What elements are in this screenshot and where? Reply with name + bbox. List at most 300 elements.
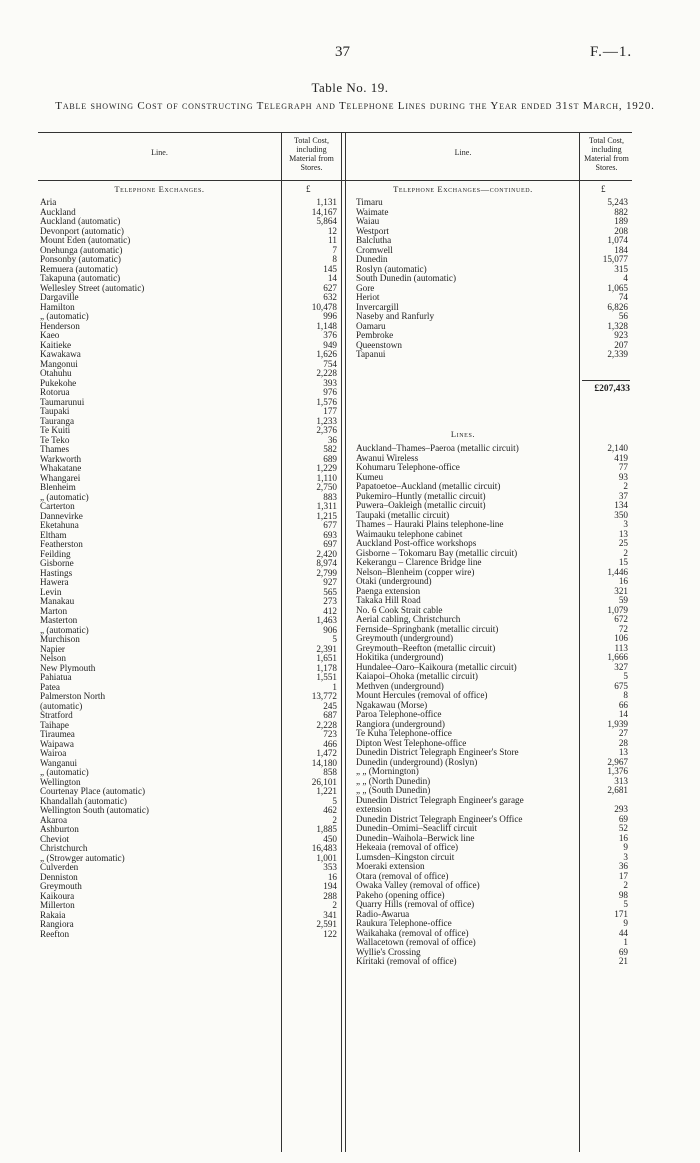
- row-value: 69: [618, 946, 628, 957]
- table-row: [40, 540, 340, 550]
- table-row: [40, 721, 340, 731]
- row-value: 134: [614, 500, 628, 510]
- table-row: [40, 901, 340, 911]
- table-row: [40, 920, 340, 930]
- row-label: Kaikoura: [40, 891, 75, 901]
- row-label: Methven (underground): [356, 681, 444, 691]
- row-label: Eltham: [40, 530, 67, 540]
- table-row: [40, 217, 340, 227]
- row-value: 5: [332, 795, 337, 806]
- row-value: 13: [618, 747, 628, 757]
- table-row: [40, 911, 340, 921]
- row-value: 13,772: [311, 691, 337, 701]
- row-value: 14: [327, 273, 337, 283]
- table-row: [356, 473, 630, 483]
- row-label: Warkworth: [40, 454, 82, 464]
- row-value: 1,446: [607, 566, 628, 577]
- row-label: Napier: [40, 644, 65, 654]
- row-value: 697: [323, 539, 337, 549]
- row-label: Wellington South (automatic): [40, 806, 149, 815]
- row-value: 16,483: [311, 843, 337, 853]
- row-label: Manakau: [40, 597, 75, 606]
- row-label: Dannevirke: [40, 511, 83, 521]
- row-value: 66: [618, 699, 628, 710]
- table-row: [40, 255, 340, 265]
- row-label: Gisborne: [40, 559, 74, 568]
- row-label: South Dunedin (automatic): [356, 274, 457, 283]
- table-row: [40, 445, 340, 455]
- table-row: [356, 284, 630, 294]
- row-value: 14: [618, 709, 628, 719]
- table-row: [40, 892, 340, 902]
- row-value: 194: [323, 881, 337, 891]
- table-row: [356, 777, 630, 787]
- table-row: [40, 559, 340, 569]
- cost-table: [38, 132, 632, 1152]
- row-value: 59: [618, 595, 628, 605]
- row-value: 2,391: [316, 643, 337, 654]
- table-row: [356, 577, 630, 587]
- row-value: 466: [323, 738, 337, 749]
- row-label: Taupaki: [40, 407, 70, 416]
- row-value: 184: [614, 244, 628, 255]
- table-row: [40, 531, 340, 541]
- table-row: [356, 530, 630, 540]
- row-label: Khandallah (automatic): [40, 796, 127, 806]
- row-value: 693: [323, 529, 337, 540]
- table-row: [40, 730, 340, 740]
- row-value: 462: [323, 805, 337, 815]
- row-value: 2,967: [607, 756, 628, 767]
- row-label: Murchison: [40, 635, 80, 644]
- row-value: 1,229: [316, 463, 337, 473]
- table-row: [40, 588, 340, 598]
- table-row: [40, 654, 340, 664]
- table-row: [356, 208, 630, 218]
- row-value: 882: [614, 206, 628, 217]
- table-row: [356, 739, 630, 749]
- row-value: 2,750: [316, 482, 337, 492]
- table-row: [356, 293, 630, 303]
- row-value: 1,131: [316, 197, 337, 207]
- table-row: [40, 293, 340, 303]
- row-label: Dunedin–Waihola–Berwick line: [356, 833, 475, 843]
- cost-header-left: Total Cost, including Material from Stores.: [289, 136, 334, 172]
- row-label: Auckland Post-office workshops: [356, 539, 477, 548]
- row-value: 5,864: [316, 216, 337, 226]
- row-label: Fernside–Springbank (metallic circuit): [356, 624, 499, 634]
- table-row: [356, 948, 630, 958]
- row-value: 672: [614, 614, 628, 624]
- table-row: [40, 844, 340, 854]
- row-value: 245: [323, 700, 337, 711]
- table-row: [40, 483, 340, 493]
- table-row: [356, 834, 630, 844]
- row-value: 3: [623, 851, 628, 862]
- row-value: 675: [614, 680, 628, 691]
- row-label: Wyllie's Crossing: [356, 947, 421, 957]
- row-value: 273: [323, 596, 337, 606]
- table-row: [40, 749, 340, 759]
- row-value: 1,885: [316, 824, 337, 834]
- row-label: Pakeho (opening office): [356, 890, 445, 900]
- row-value: 350: [614, 509, 628, 520]
- row-label: Mount Hercules (removal of office): [356, 691, 488, 700]
- row-value: 1,221: [316, 786, 337, 796]
- row-label: Taihape: [40, 720, 69, 730]
- row-value: 122: [323, 928, 337, 939]
- table-row: [40, 312, 340, 322]
- table-row: [40, 303, 340, 313]
- row-value: 353: [323, 862, 337, 872]
- row-value: 1,215: [316, 510, 337, 521]
- table-row: [40, 635, 340, 645]
- table-row: [356, 482, 630, 492]
- table-row: [40, 607, 340, 617]
- row-label: Waikahaka (removal of office): [356, 928, 469, 938]
- row-label: „ (automatic): [40, 312, 89, 321]
- table-row: [40, 398, 340, 408]
- table-row: [356, 198, 630, 208]
- row-label: Roslyn (automatic): [356, 264, 427, 274]
- row-value: 2,681: [607, 785, 628, 795]
- row-label: Dunedin District Telegraph Engineer's Office: [356, 814, 523, 824]
- table-row: [40, 198, 340, 208]
- row-label: Naseby and Ranfurly: [356, 312, 435, 321]
- row-value: 26,101: [311, 776, 337, 787]
- pound-sign-left: £: [306, 184, 311, 194]
- table-row: [40, 284, 340, 294]
- row-value: 3: [623, 519, 628, 529]
- table-row: [356, 625, 630, 635]
- row-value: 883: [323, 491, 337, 502]
- table-row: [40, 645, 340, 655]
- table-row: [40, 407, 340, 417]
- cost-header-right: Total Cost, including Material from Stores.: [584, 136, 629, 172]
- row-label: Quarry Hills (removal of office): [356, 900, 475, 909]
- row-label: „ „ (Mornington): [356, 767, 419, 776]
- row-value: 754: [323, 358, 337, 369]
- table-row: [40, 854, 340, 864]
- row-label: Gisborne – Tokomaru Bay (metallic circuit): [356, 548, 518, 558]
- table-row: [40, 474, 340, 484]
- row-label: Pukekohe: [40, 378, 77, 388]
- row-label: Waipawa: [40, 739, 74, 749]
- row-label: Westport: [356, 226, 389, 236]
- row-value: 927: [323, 577, 337, 587]
- row-label: Kumeu: [356, 472, 384, 482]
- table-row: [356, 910, 630, 920]
- table-row: [356, 444, 630, 454]
- row-value: 93: [618, 471, 628, 482]
- table-row: [40, 379, 340, 389]
- row-label: Dunedin District Telegraph Engineer's Store: [356, 748, 519, 757]
- row-value: 2,228: [316, 368, 337, 378]
- row-label: Masterton: [40, 616, 78, 625]
- row-label: Blenheim: [40, 483, 76, 492]
- row-value: 2,420: [316, 548, 337, 559]
- row-value: 207: [614, 339, 628, 350]
- row-label: Dunedin–Omimi–Seacliff circuit: [356, 824, 478, 833]
- row-value: 1: [332, 681, 337, 692]
- table-row: [356, 539, 630, 549]
- row-label: No. 6 Cook Strait cable: [356, 605, 443, 615]
- table-row: [40, 825, 340, 835]
- table-row: [40, 246, 340, 256]
- row-label: Kawakawa: [40, 350, 81, 359]
- row-value: 72: [618, 623, 628, 634]
- row-value: 976: [323, 387, 337, 397]
- table-row: [40, 369, 340, 379]
- section-exchanges-continued: Telephone Exchanges—continued.: [393, 184, 533, 194]
- row-label: Featherston: [40, 540, 83, 549]
- row-label: Marton: [40, 606, 68, 616]
- row-label: Courtenay Place (automatic): [40, 787, 146, 796]
- row-label: Balclutha: [356, 236, 392, 245]
- row-value: 1,001: [316, 852, 337, 863]
- right-line-rows: [356, 444, 630, 967]
- row-label: Millerton: [40, 901, 75, 910]
- row-value: 858: [323, 767, 337, 777]
- row-value: 5: [623, 671, 628, 681]
- row-value: 36: [327, 434, 337, 445]
- table-row: [356, 341, 630, 351]
- line-header-left: Line.: [151, 148, 168, 157]
- table-row: [40, 578, 340, 588]
- table-row: [356, 672, 630, 682]
- row-value: 171: [614, 908, 628, 919]
- row-label: Waimate: [356, 207, 389, 217]
- row-label: Henderson: [40, 321, 80, 331]
- table-row: [356, 606, 630, 616]
- row-value: 145: [323, 263, 337, 274]
- row-label: Cromwell: [356, 245, 393, 255]
- table-row: [356, 663, 630, 673]
- row-label: Te Teko: [40, 435, 70, 445]
- table-row: [40, 863, 340, 873]
- row-value: 2: [332, 814, 337, 825]
- row-value: 2,140: [607, 443, 628, 453]
- row-value: 393: [323, 377, 337, 388]
- table-row: [356, 853, 630, 863]
- table-row: [40, 493, 340, 503]
- table-row: [356, 454, 630, 464]
- table-row: [40, 426, 340, 436]
- table-row: [356, 644, 630, 654]
- row-value: 177: [323, 406, 337, 416]
- table-title: Table showing Cost of constructing Telegraph and Telephone Lines during the Year ended 31st March, 1920.: [55, 100, 655, 112]
- row-label: Kohumaru Telephone-office: [356, 463, 460, 472]
- row-label: Oamaru: [356, 321, 386, 331]
- row-value: 2,376: [316, 425, 337, 435]
- table-row: [40, 417, 340, 427]
- table-row: [356, 729, 630, 739]
- table-row: [356, 938, 630, 948]
- row-label: Hamilton: [40, 302, 75, 312]
- row-value: 2: [623, 547, 628, 558]
- table-row: [356, 900, 630, 910]
- table-row: [356, 303, 630, 313]
- table-row: [40, 768, 340, 778]
- row-label: Moeraki extension: [356, 862, 425, 871]
- row-value: 56: [618, 311, 628, 321]
- row-label: Aria: [40, 198, 57, 207]
- row-label: Pukemiro–Huntly (metallic circuit): [356, 491, 486, 501]
- row-label: „ „ (North Dunedin): [356, 776, 431, 786]
- row-value: 8,974: [316, 558, 337, 568]
- table-row: [356, 265, 630, 275]
- row-value: 208: [614, 225, 628, 236]
- table-row: [40, 331, 340, 341]
- row-value: 996: [323, 311, 337, 321]
- row-label: Te Kuiti: [40, 426, 71, 435]
- table-row: [40, 464, 340, 474]
- row-value: 1,551: [316, 672, 337, 682]
- row-label: Pahiatua: [40, 673, 72, 682]
- row-label: Takaka Hill Road: [356, 596, 421, 605]
- row-label: Awanui Wireless: [356, 453, 419, 463]
- row-value: 2: [332, 900, 337, 910]
- table-row: [356, 274, 630, 284]
- row-value: 14,180: [311, 757, 337, 768]
- row-label: Te Kuha Telephone-office: [356, 729, 452, 738]
- row-label: Otahuhu: [40, 369, 72, 378]
- row-value: 44: [618, 927, 628, 938]
- table-row: [356, 824, 630, 834]
- table-row: [40, 236, 340, 246]
- row-label: Tauranga: [40, 416, 75, 426]
- table-row: [40, 740, 340, 750]
- row-value: 689: [323, 453, 337, 464]
- row-value: 8: [332, 254, 337, 264]
- table-row: [40, 265, 340, 275]
- table-row: [356, 596, 630, 606]
- row-value: 1,576: [316, 396, 337, 407]
- row-label: Stratford: [40, 711, 73, 720]
- left-rows: [40, 198, 340, 939]
- row-value: 677: [323, 520, 337, 530]
- table-row: [356, 511, 630, 521]
- row-label: Nelson–Blenheim (copper wire): [356, 567, 475, 577]
- row-value: 687: [323, 710, 337, 720]
- table-row: [356, 520, 630, 530]
- row-value: 450: [323, 833, 337, 844]
- table-row: [40, 806, 340, 816]
- row-label: (automatic): [40, 701, 83, 711]
- table-row: [356, 891, 630, 901]
- row-value: 10,478: [311, 301, 337, 312]
- row-value: 1,939: [607, 718, 628, 729]
- row-label: Heriot: [356, 293, 380, 302]
- row-value: 313: [614, 775, 628, 786]
- table-row: [40, 350, 340, 360]
- row-value: 25: [618, 538, 628, 548]
- row-label: Gore: [356, 283, 375, 293]
- row-label: Christchurch: [40, 844, 88, 853]
- row-value: 906: [323, 624, 337, 635]
- row-value: 106: [614, 633, 628, 643]
- row-value: 9: [623, 842, 628, 852]
- row-label: Radio-Awarua: [356, 909, 410, 919]
- row-label: Kaitieke: [40, 340, 72, 350]
- row-value: 16: [618, 832, 628, 843]
- table-row: [40, 778, 340, 788]
- row-label: Akaroa: [40, 815, 68, 825]
- table-row: [40, 455, 340, 465]
- table-row: [356, 492, 630, 502]
- row-value: 2,339: [607, 349, 628, 359]
- table-row: [356, 929, 630, 939]
- row-value: 565: [323, 586, 337, 597]
- table-row: [40, 388, 340, 398]
- row-label: Culverden: [40, 863, 79, 872]
- row-value: 1,148: [316, 320, 337, 331]
- table-row: [40, 208, 340, 218]
- table-row: [40, 616, 340, 626]
- table-row: [40, 797, 340, 807]
- row-label: Kiritaki (removal of office): [356, 957, 457, 966]
- table-row: [40, 502, 340, 512]
- table-row: [356, 558, 630, 568]
- table-row: [356, 312, 630, 322]
- row-value: 1,178: [316, 662, 337, 673]
- row-label: Mangonui: [40, 359, 78, 369]
- row-value: 2,591: [316, 919, 337, 929]
- row-label: Ashburton: [40, 825, 79, 834]
- table-row: [356, 568, 630, 578]
- row-label: Hundalee–Oaro–Kaikoura (metallic circuit): [356, 662, 517, 672]
- row-label: Greymouth–Reefton (metallic circuit): [356, 643, 496, 653]
- table-row: [356, 350, 630, 360]
- row-value: 113: [614, 642, 628, 653]
- row-label: Queenstown: [356, 340, 402, 350]
- page-number: 37: [335, 44, 350, 60]
- table-row: [356, 615, 630, 625]
- row-label: Otaki (underground): [356, 577, 432, 586]
- row-value: 52: [618, 823, 628, 833]
- row-value: 923: [614, 330, 628, 340]
- row-label: Hastings: [40, 568, 73, 578]
- table-row: [40, 597, 340, 607]
- row-value: 16: [618, 576, 628, 586]
- row-label: Dargaville: [40, 293, 79, 302]
- row-value: 1,065: [607, 282, 628, 293]
- table-row: [356, 501, 630, 511]
- table-row: [356, 236, 630, 246]
- table-row: [40, 882, 340, 892]
- row-label: Tapanui: [356, 350, 386, 359]
- row-value: 14,167: [311, 206, 337, 217]
- table-row: [40, 569, 340, 579]
- row-label: Nelson: [40, 654, 67, 663]
- row-value: 2,799: [316, 567, 337, 578]
- row-label: Eketahuna: [40, 521, 79, 530]
- section-exchanges: Telephone Exchanges.: [114, 184, 205, 194]
- row-label: Takapuna (automatic): [40, 274, 121, 283]
- table-row: [40, 787, 340, 797]
- row-label: Auckland–Thames–Paeroa (metallic circuit): [356, 444, 519, 453]
- table-row: [356, 957, 630, 967]
- row-value: 723: [323, 729, 337, 739]
- row-value: 11: [328, 235, 337, 245]
- row-value: 949: [323, 339, 337, 350]
- row-label: Otara (removal of office): [356, 871, 449, 881]
- table-row: [40, 873, 340, 883]
- table-row: [40, 711, 340, 721]
- row-label: Rotorua: [40, 388, 70, 397]
- row-label: Kaeo: [40, 331, 60, 340]
- row-label: Raukura Telephone-office: [356, 919, 452, 928]
